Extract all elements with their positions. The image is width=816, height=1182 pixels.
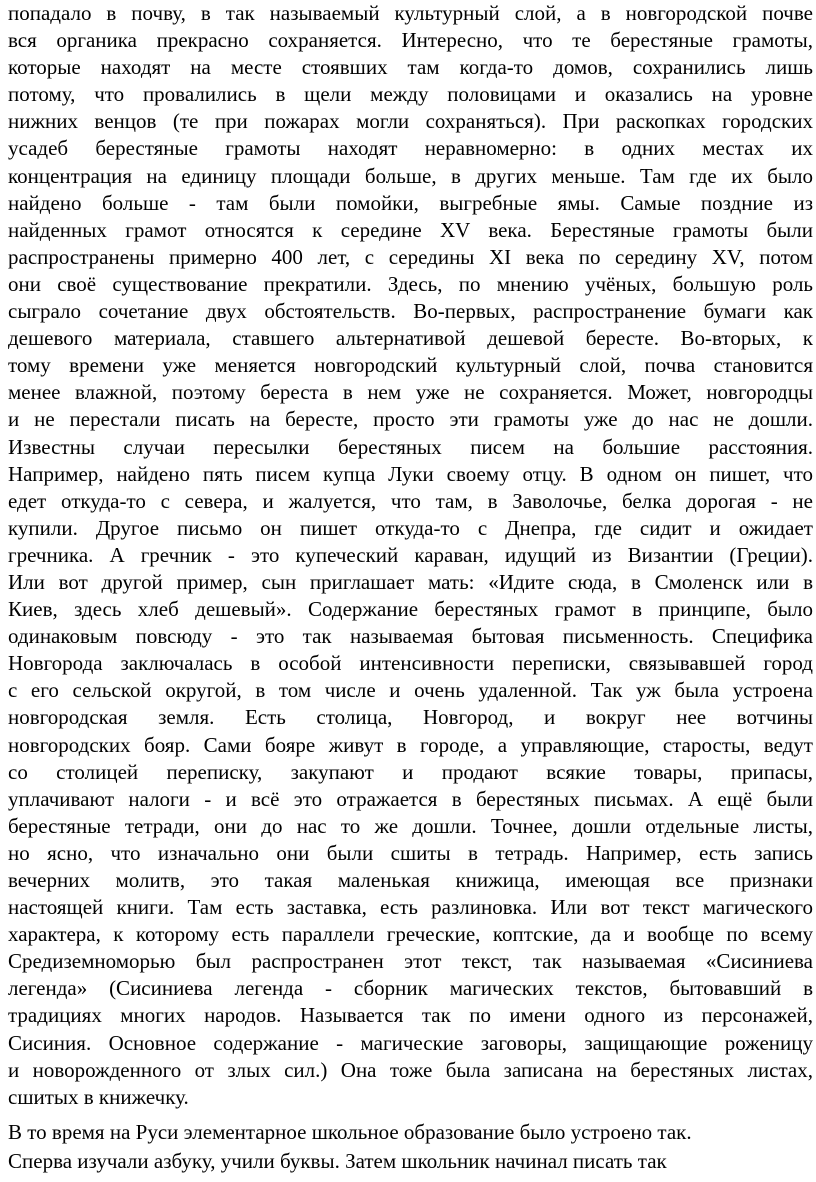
paragraph-gap (8, 1111, 813, 1118)
text-line: сыграло сочетание двух обстоятельств. Во-первых, распространение бумаги как (8, 299, 813, 324)
text-line: дешевого материала, ставшего альтернативой дешевой бересте. Во-вторых, к (8, 326, 813, 351)
text-line: берестяные тетради, они до нас то же дошли. Точнее, дошли отдельные листы, (8, 813, 813, 838)
text-line: характера, к которому есть параллели греческие, коптские, да и вообще по всему (8, 922, 813, 947)
text-line: сшитых в книжечку. (8, 1084, 189, 1109)
text-line: и новорожденного от злых сил.) Она тоже была записана на берестяных листах, (8, 1057, 813, 1082)
text-line: усадеб берестяные грамоты находят неравномерно: в одних местах их (8, 136, 813, 161)
text-line: Или вот другой пример, сын приглашает мать: «Идите сюда, в Смоленск или в (8, 569, 813, 594)
text-line: новгородская земля. Есть столица, Новгород, и вокруг нее вотчины (8, 705, 813, 730)
text-line: вся органика прекрасно сохраняется. Интересно, что те берестяные грамоты, (8, 28, 813, 53)
text-line: Средиземноморью был распространен этот текст, так называемая «Сисиниева (8, 949, 813, 974)
text-line: найденных грамот относятся к середине XV века. Берестяные грамоты были (8, 217, 813, 242)
text-line: распространены примерно 400 лет, с середины XI века по середину XV, потом (8, 244, 813, 269)
text-line: одинаковым повсюду - это так называемая бытовая письменность. Специфика (8, 624, 813, 649)
text-line: со столицей переписку, закупают и продают всякие товары, припасы, (8, 759, 813, 784)
text-line: традициях многих народов. Называется так по имени одного из персонажей, (8, 1003, 813, 1028)
text-line: едет откуда-то с севера, и жалуется, что там, в Заволочье, белка дорогая - не (8, 488, 813, 513)
text-line: и не перестали писать на бересте, просто эти грамоты уже до нас не дошли. (8, 407, 813, 432)
text-line: менее влажной, поэтому береста в нем уже не сохраняется. Может, новгородцы (8, 380, 813, 405)
text-line: но ясно, что изначально они были сшиты в тетрадь. Например, есть запись (8, 840, 813, 865)
text-line: с его сельской округой, в том числе и очень удаленной. Так уж была устроена (8, 678, 813, 703)
paragraph-1 (8, 0, 813, 1111)
text-line: Известны случаи пересылки берестяных писем на большие расстояния. (8, 434, 813, 459)
paragraph-2 (8, 1118, 813, 1176)
text-line: купили. Другое письмо он пишет откуда-то с Днепра, где сидит и ожидает (8, 515, 813, 540)
text-line: новгородских бояр. Сами бояре живут в городе, а управляющие, старосты, ведут (8, 732, 813, 757)
text-line: Новгорода заключалась в особой интенсивности переписки, связывавшей город (8, 651, 813, 676)
text-line: они своё существование прекратили. Здесь, по мнению учёных, большую роль (8, 271, 813, 296)
text-line: тому времени уже меняется новгородский культурный слой, почва становится (8, 353, 813, 378)
text-line: вечерних молитв, это такая маленькая книжица, имеющая все признаки (8, 868, 813, 892)
text-line: нижних венцов (те при пожарах могли сохраняться). При раскопках городских (8, 109, 813, 134)
text-line: попадало в почву, в так называемый культурный слой, а в новгородской почве (8, 1, 813, 25)
text-line: потому, что провалились в щели между половицами и оказались на уровне (8, 82, 813, 107)
text-line: Например, найдено пять писем купца Луки своему отцу. В одном он пишет, что (8, 461, 813, 486)
text-line: Сперва изучали азбуку, учили буквы. Затем школьник начинал писать так (8, 1148, 667, 1173)
text-line: которые находят на месте стоявших там когда-то домов, сохранились лишь (8, 55, 813, 80)
text-line: Сисиния. Основное содержание - магические заговоры, защищающие роженицу (8, 1030, 813, 1055)
document-page (8, 0, 813, 1176)
text-line: легенда» (Сисиниева легенда - сборник магических текстов, бытовавший в (8, 976, 813, 1001)
text-line: настоящей книги. Там есть заставка, есть разлиновка. Или вот текст магического (8, 895, 813, 920)
text-line: концентрация на единицу площади больше, в других меньше. Там где их было (8, 163, 813, 188)
text-line: уплачивают налоги - и всё это отражается в берестяных письмах. А ещё были (8, 786, 813, 811)
text-line: гречника. А гречник - это купеческий караван, идущий из Византии (Греции). (8, 542, 813, 567)
text-line: Киев, здесь хлеб дешевый». Содержание берестяных грамот в принципе, было (8, 597, 813, 622)
text-line: найдено больше - там были помойки, выгребные ямы. Самые поздние из (8, 190, 813, 215)
text-line: В то время на Руси элементарное школьное образование было устроено так. (8, 1119, 692, 1144)
